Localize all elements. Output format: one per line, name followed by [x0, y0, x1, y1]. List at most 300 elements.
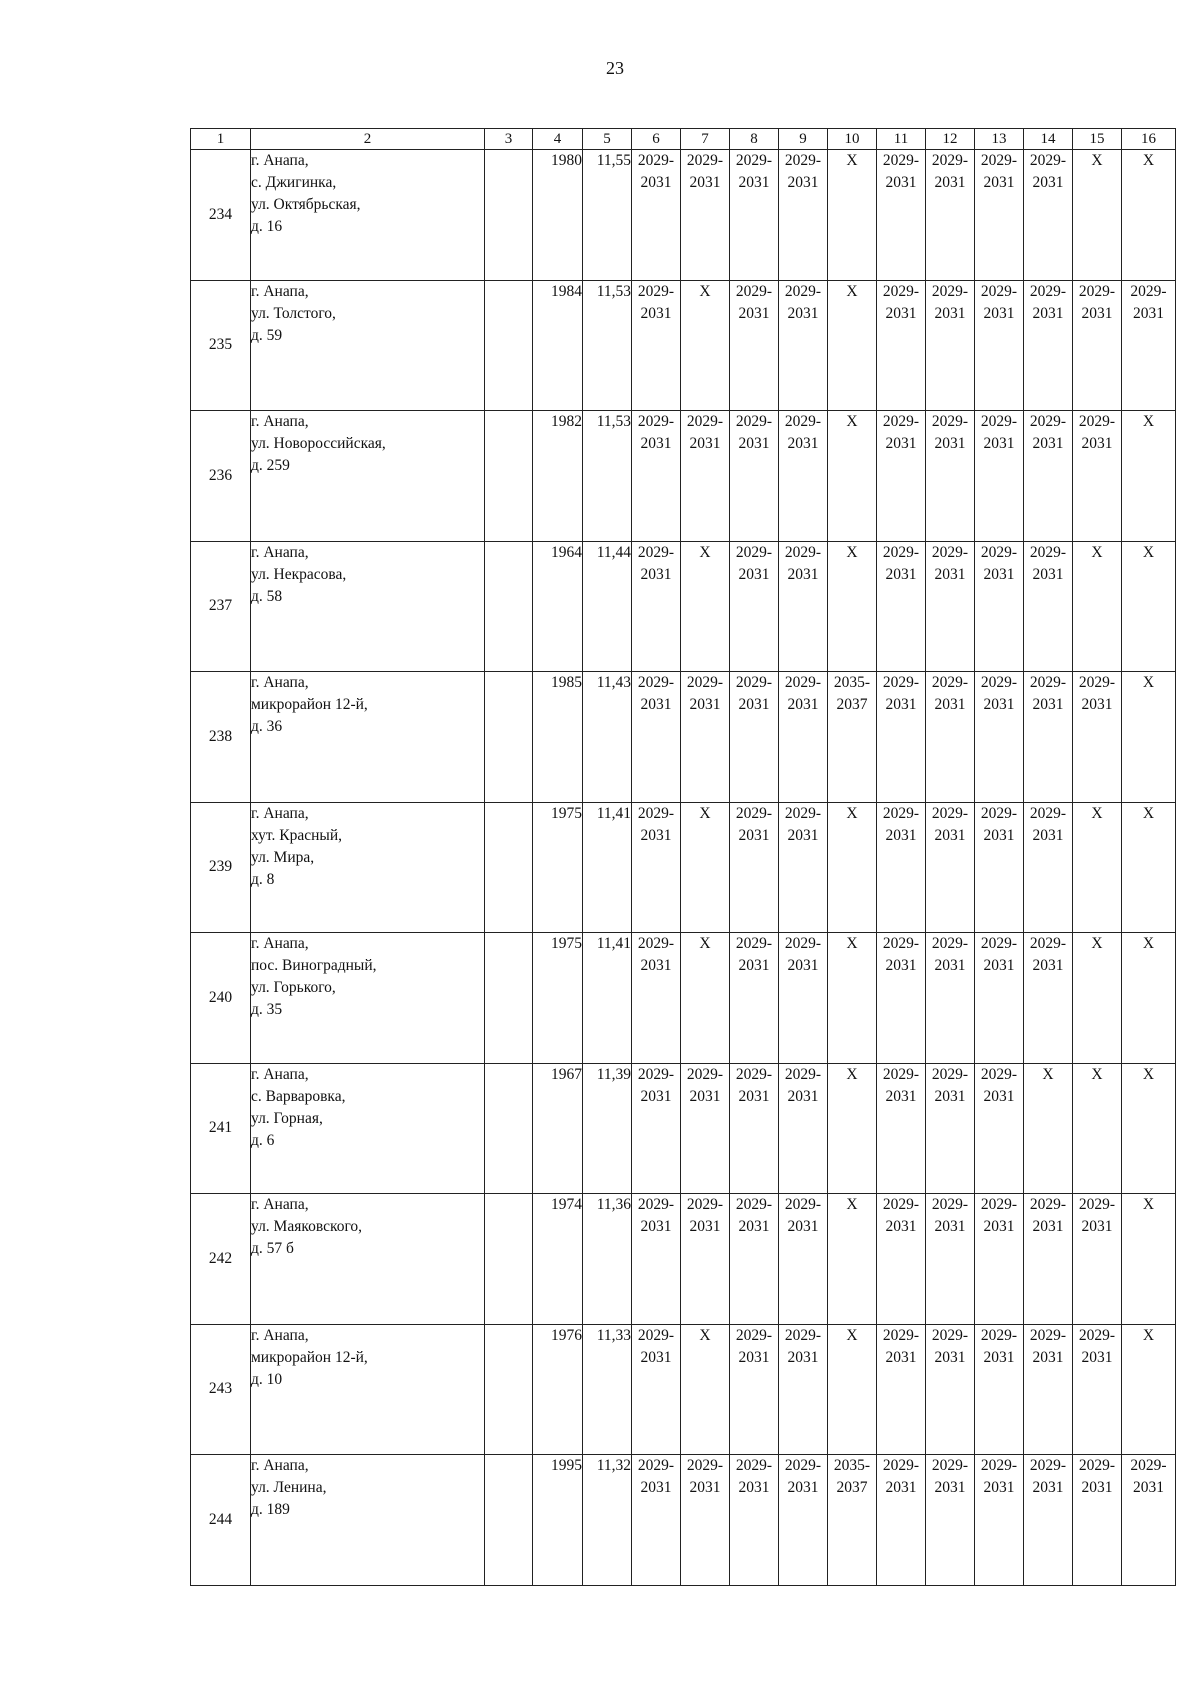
period-start: 2029- [735, 935, 773, 952]
period-end: 2031 [1032, 1218, 1064, 1235]
period-start: 2029- [980, 935, 1018, 952]
period-start: 2029- [1029, 935, 1067, 952]
period-end: 2031 [787, 1218, 819, 1235]
period-start: 2029- [882, 1457, 920, 1474]
period-end: 2031 [934, 435, 966, 452]
period-end: 2031 [983, 957, 1015, 974]
period-start: 2029- [1029, 152, 1067, 169]
period-cell: X [828, 150, 877, 281]
period-start: 2029- [931, 804, 969, 822]
period-end: 2031 [689, 174, 721, 191]
period-end: 2031 [983, 304, 1015, 322]
period-end: 2031 [1032, 957, 1064, 974]
period-start: 2029- [931, 1326, 969, 1344]
period-start: 2029- [735, 152, 773, 169]
column-header: 12 [926, 129, 975, 150]
table-row [191, 1194, 1176, 1325]
address-cell [251, 1455, 485, 1586]
period-end: 2031 [689, 1218, 721, 1235]
address-cell [251, 280, 485, 411]
period-start: 2029- [1130, 1457, 1167, 1474]
period-cell [877, 541, 926, 672]
value-cell: 11,33 [583, 1324, 632, 1455]
period-cell: X [1122, 1063, 1176, 1194]
period-end: 2031 [738, 304, 770, 322]
row-number: 235 [191, 280, 251, 411]
housing-register-table [190, 128, 1176, 1586]
period-end: 2031 [885, 1087, 917, 1105]
empty-cell [485, 1194, 533, 1325]
period-end: 2031 [1081, 1218, 1113, 1235]
period-cell [975, 1063, 1024, 1194]
period-start: 2029- [784, 152, 822, 169]
period-cell [1024, 672, 1073, 803]
address-cell [251, 1324, 485, 1455]
table-row [191, 1063, 1176, 1194]
period-cell [632, 933, 681, 1064]
period-cell: X [1073, 541, 1122, 672]
period-cell: X [828, 1324, 877, 1455]
period-start: 2029- [1029, 413, 1067, 430]
address-line: д. 189 [251, 1501, 290, 1518]
period-end: 2031 [640, 957, 672, 974]
period-cell [877, 1063, 926, 1194]
value-cell: 11,41 [583, 802, 632, 933]
column-header: 16 [1122, 129, 1176, 150]
year-cell: 1982 [533, 411, 583, 542]
period-cell [730, 933, 779, 1064]
column-header: 9 [779, 129, 828, 150]
period-cell [779, 150, 828, 281]
period-start: 2029- [1078, 1326, 1116, 1344]
address-cell [251, 1194, 485, 1325]
period-end: 2031 [885, 1479, 917, 1496]
column-header: 3 [485, 129, 533, 150]
period-cell [730, 1063, 779, 1194]
period-end: 2031 [1032, 1348, 1064, 1366]
address-line: г. Анапа, [251, 1326, 309, 1344]
year-cell: 1980 [533, 150, 583, 281]
period-cell [926, 672, 975, 803]
period-cell: X [1024, 1063, 1073, 1194]
period-start: 2029- [931, 1196, 969, 1213]
period-start: 2029- [735, 674, 773, 691]
period-start: 2029- [735, 1065, 773, 1083]
address-line: д. 6 [251, 1131, 275, 1149]
period-start: 2029- [637, 152, 675, 169]
year-cell: 1985 [533, 672, 583, 803]
period-cell: X [1122, 411, 1176, 542]
period-start: 2029- [931, 1457, 969, 1474]
period-start: 2029- [931, 413, 969, 430]
period-end: 2031 [934, 1479, 966, 1496]
empty-cell [485, 672, 533, 803]
period-end: 2031 [885, 435, 917, 452]
empty-cell [485, 1455, 533, 1586]
period-cell: X [681, 933, 730, 1064]
period-cell [926, 150, 975, 281]
period-end: 2031 [934, 174, 966, 191]
address-line: г. Анапа, [251, 674, 309, 691]
period-end: 2031 [934, 565, 966, 583]
period-cell [828, 1455, 877, 1586]
period-cell [1024, 280, 1073, 411]
address-line: г. Анапа, [251, 804, 309, 822]
period-end: 2031 [738, 826, 770, 844]
period-cell [1024, 1194, 1073, 1325]
period-start: 2035- [833, 674, 871, 691]
period-cell [926, 541, 975, 672]
period-cell [877, 933, 926, 1064]
period-end: 2031 [983, 1479, 1015, 1496]
address-line: ул. Горная, [251, 1109, 323, 1127]
period-end: 2031 [1081, 1479, 1113, 1496]
table-row [191, 1455, 1176, 1586]
period-start: 2029- [686, 1065, 724, 1083]
address-cell [251, 411, 485, 542]
period-cell [1024, 1324, 1073, 1455]
address-line: ул. Новороссийская, [251, 435, 386, 452]
period-end: 2031 [983, 696, 1015, 713]
period-end: 2031 [1081, 1348, 1113, 1366]
period-start: 2029- [1029, 804, 1067, 822]
period-end: 2031 [983, 565, 1015, 583]
period-cell: X [1122, 933, 1176, 1064]
period-cell [877, 802, 926, 933]
address-line: пос. Виноградный, [251, 957, 377, 974]
address-line: г. Анапа, [251, 413, 309, 430]
period-cell [632, 150, 681, 281]
period-start: 2029- [686, 413, 724, 430]
register-body [191, 150, 1176, 1586]
period-end: 2031 [885, 174, 917, 191]
period-cell [877, 1455, 926, 1586]
year-cell: 1967 [533, 1063, 583, 1194]
period-start: 2029- [1029, 543, 1067, 561]
empty-cell [485, 933, 533, 1064]
address-line: с. Джигинка, [251, 174, 337, 191]
period-end: 2031 [787, 696, 819, 713]
row-number: 234 [191, 150, 251, 281]
period-cell [975, 1455, 1024, 1586]
period-cell [681, 150, 730, 281]
year-cell: 1984 [533, 280, 583, 411]
address-cell [251, 150, 485, 281]
period-cell [730, 150, 779, 281]
empty-cell [485, 150, 533, 281]
period-end: 2031 [738, 435, 770, 452]
value-cell: 11,44 [583, 541, 632, 672]
period-cell [779, 411, 828, 542]
period-cell [632, 411, 681, 542]
period-cell [926, 1194, 975, 1325]
empty-cell [485, 1063, 533, 1194]
period-cell [779, 280, 828, 411]
period-start: 2029- [1029, 674, 1067, 691]
address-line: д. 35 [251, 1001, 283, 1018]
period-cell: X [1073, 150, 1122, 281]
address-line: г. Анапа, [251, 543, 309, 561]
address-cell [251, 933, 485, 1064]
period-cell [730, 411, 779, 542]
column-header: 7 [681, 129, 730, 150]
period-end: 2031 [1032, 696, 1064, 713]
value-cell: 11,43 [583, 672, 632, 803]
table-row [191, 541, 1176, 672]
year-cell: 1976 [533, 1324, 583, 1455]
year-cell: 1975 [533, 933, 583, 1064]
period-end: 2031 [689, 696, 721, 713]
address-line: ул. Мира, [251, 848, 315, 866]
value-cell: 11,32 [583, 1455, 632, 1586]
period-end: 2031 [1133, 304, 1164, 322]
period-cell: X [681, 802, 730, 933]
period-end: 2031 [983, 826, 1015, 844]
period-start: 2029- [882, 152, 920, 169]
period-start: 2029- [980, 543, 1018, 561]
period-end: 2031 [640, 826, 672, 844]
period-start: 2029- [784, 413, 822, 430]
column-header: 1 [191, 129, 251, 150]
period-end: 2031 [983, 1348, 1015, 1366]
period-end: 2031 [689, 1479, 721, 1496]
address-line: г. Анапа, [251, 282, 309, 300]
period-cell [877, 1194, 926, 1325]
period-cell [632, 1324, 681, 1455]
period-cell: X [828, 933, 877, 1064]
period-start: 2029- [784, 1457, 822, 1474]
period-cell [877, 1324, 926, 1455]
period-start: 2029- [980, 1457, 1018, 1474]
period-cell [1122, 1455, 1176, 1586]
period-cell [926, 1063, 975, 1194]
period-cell [730, 1455, 779, 1586]
period-end: 2031 [934, 1087, 966, 1105]
period-cell [877, 150, 926, 281]
period-end: 2031 [787, 826, 819, 844]
period-cell [975, 411, 1024, 542]
period-cell: X [1073, 933, 1122, 1064]
address-line: с. Варваровка, [251, 1087, 346, 1105]
period-start: 2029- [637, 413, 675, 430]
period-start: 2029- [784, 674, 822, 691]
period-cell [1073, 672, 1122, 803]
period-cell [975, 280, 1024, 411]
period-start: 2029- [1029, 1196, 1067, 1213]
year-cell: 1964 [533, 541, 583, 672]
period-cell [730, 802, 779, 933]
period-end: 2031 [787, 957, 819, 974]
period-cell: X [1122, 672, 1176, 803]
period-cell: X [681, 541, 730, 672]
column-header: 10 [828, 129, 877, 150]
address-line: д. 36 [251, 718, 283, 735]
period-start: 2029- [980, 1326, 1018, 1344]
period-start: 2029- [980, 413, 1018, 430]
period-end: 2031 [983, 435, 1015, 452]
period-start: 2029- [637, 282, 675, 300]
period-cell [926, 411, 975, 542]
period-cell [926, 933, 975, 1064]
row-number: 239 [191, 802, 251, 933]
value-cell: 11,53 [583, 411, 632, 542]
period-start: 2029- [882, 282, 920, 300]
period-start: 2029- [735, 1457, 773, 1474]
period-start: 2029- [1029, 1326, 1067, 1344]
address-line: ул. Октябрьская, [251, 196, 361, 213]
period-start: 2029- [686, 1457, 724, 1474]
period-cell [779, 1455, 828, 1586]
period-cell: X [681, 1324, 730, 1455]
period-cell [681, 1194, 730, 1325]
address-line: г. Анапа, [251, 1196, 309, 1213]
period-cell [681, 672, 730, 803]
period-cell: X [828, 1194, 877, 1325]
period-cell: X [1122, 802, 1176, 933]
period-end: 2031 [983, 1218, 1015, 1235]
period-start: 2029- [882, 543, 920, 561]
period-end: 2031 [885, 304, 917, 322]
address-line: ул. Маяковского, [251, 1218, 363, 1235]
period-end: 2031 [885, 826, 917, 844]
period-cell [779, 1324, 828, 1455]
period-end: 2031 [738, 1087, 770, 1105]
column-header: 6 [632, 129, 681, 150]
period-end: 2031 [640, 304, 672, 322]
period-cell [779, 541, 828, 672]
period-start: 2029- [980, 804, 1018, 822]
period-end: 2031 [885, 696, 917, 713]
period-start: 2029- [931, 543, 969, 561]
address-line: г. Анапа, [251, 152, 309, 169]
period-start: 2029- [882, 674, 920, 691]
period-cell [975, 1324, 1024, 1455]
period-cell [1024, 541, 1073, 672]
period-end: 2031 [1032, 304, 1064, 322]
year-cell: 1995 [533, 1455, 583, 1586]
period-end: 2031 [640, 1479, 672, 1496]
period-cell [975, 802, 1024, 933]
period-start: 2029- [637, 935, 675, 952]
period-cell [730, 1194, 779, 1325]
period-cell [877, 672, 926, 803]
period-end: 2031 [787, 435, 819, 452]
period-cell [975, 1194, 1024, 1325]
year-cell: 1975 [533, 802, 583, 933]
period-end: 2031 [640, 174, 672, 191]
value-cell: 11,53 [583, 280, 632, 411]
period-end: 2031 [738, 1218, 770, 1235]
address-line: ул. Горького, [251, 979, 336, 996]
row-number: 238 [191, 672, 251, 803]
row-number: 242 [191, 1194, 251, 1325]
period-start: 2029- [882, 1065, 920, 1083]
period-start: 2029- [882, 935, 920, 952]
period-end: 2031 [934, 1348, 966, 1366]
address-line: хут. Красный, [251, 826, 342, 844]
address-cell [251, 802, 485, 933]
period-end: 2037 [836, 696, 868, 713]
period-end: 2031 [787, 174, 819, 191]
column-header: 2 [251, 129, 485, 150]
period-end: 2031 [738, 174, 770, 191]
period-start: 2029- [784, 543, 822, 561]
period-end: 2031 [640, 696, 672, 713]
period-cell [877, 411, 926, 542]
period-cell [975, 672, 1024, 803]
table-row [191, 672, 1176, 803]
period-start: 2029- [931, 282, 969, 300]
table-row [191, 280, 1176, 411]
period-end: 2031 [738, 1348, 770, 1366]
period-cell [779, 672, 828, 803]
period-cell [1024, 1455, 1073, 1586]
period-cell [779, 933, 828, 1064]
row-number: 241 [191, 1063, 251, 1194]
period-cell [926, 1324, 975, 1455]
period-start: 2029- [1078, 413, 1116, 430]
period-cell [1073, 280, 1122, 411]
period-end: 2031 [787, 565, 819, 583]
period-cell [681, 1455, 730, 1586]
address-line: ул. Толстого, [251, 304, 336, 322]
table-row [191, 933, 1176, 1064]
period-cell: X [828, 541, 877, 672]
period-end: 2031 [934, 696, 966, 713]
period-cell: X [828, 802, 877, 933]
address-line: д. 58 [251, 587, 283, 605]
period-cell: X [1122, 1194, 1176, 1325]
period-start: 2029- [637, 1326, 675, 1344]
period-cell [632, 1063, 681, 1194]
value-cell: 11,36 [583, 1194, 632, 1325]
period-cell [730, 1324, 779, 1455]
row-number: 236 [191, 411, 251, 542]
period-cell [730, 672, 779, 803]
address-line: д. 16 [251, 218, 283, 235]
period-start: 2029- [686, 152, 724, 169]
period-end: 2031 [885, 957, 917, 974]
period-cell [632, 802, 681, 933]
period-end: 2031 [1081, 304, 1113, 322]
period-cell [1024, 411, 1073, 542]
period-end: 2031 [787, 304, 819, 322]
period-end: 2031 [689, 435, 721, 452]
period-end: 2031 [1032, 174, 1064, 191]
period-end: 2031 [689, 1087, 721, 1105]
period-start: 2029- [637, 674, 675, 691]
period-end: 2031 [738, 1479, 770, 1496]
address-line: ул. Ленина, [251, 1479, 327, 1496]
period-end: 2031 [885, 1218, 917, 1235]
period-start: 2029- [784, 1065, 822, 1083]
period-cell: X [1073, 1063, 1122, 1194]
period-cell [975, 933, 1024, 1064]
period-cell [926, 280, 975, 411]
table-row [191, 1324, 1176, 1455]
period-start: 2029- [735, 1326, 773, 1344]
period-start: 2029- [735, 413, 773, 430]
table-row [191, 802, 1176, 933]
address-line: микрорайон 12-й, [251, 1348, 368, 1366]
period-start: 2029- [784, 1196, 822, 1213]
address-line: г. Анапа, [251, 935, 309, 952]
address-line: д. 59 [251, 326, 283, 344]
address-line: д. 10 [251, 1370, 283, 1388]
period-cell [632, 280, 681, 411]
value-cell: 11,39 [583, 1063, 632, 1194]
period-cell [975, 541, 1024, 672]
